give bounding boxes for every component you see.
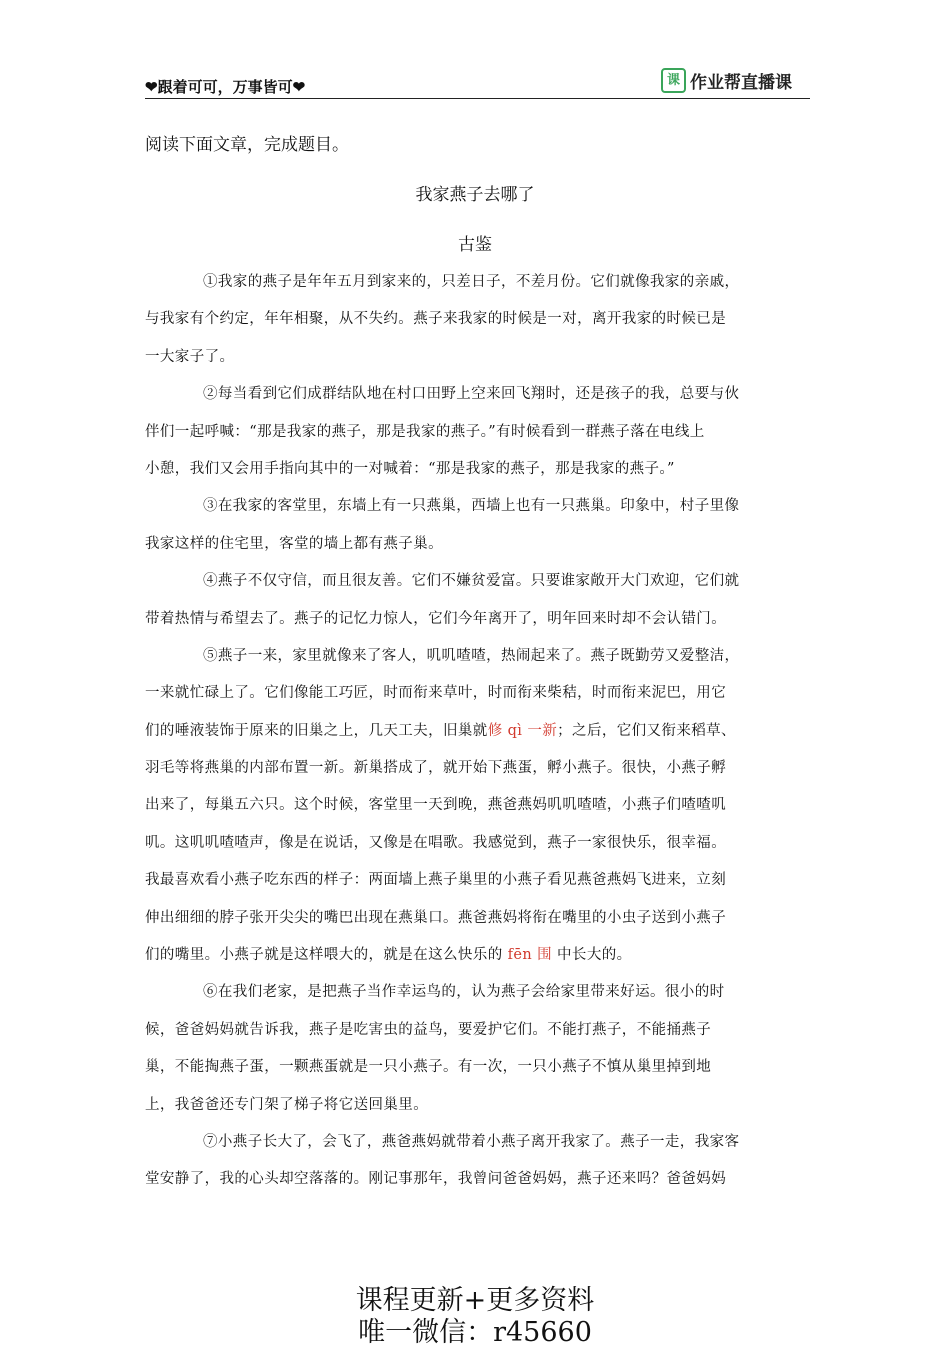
article-line — [145, 601, 810, 638]
article-line — [145, 339, 810, 376]
brand-name: 作业帮直播课 — [690, 73, 792, 93]
article-line — [145, 974, 810, 1011]
text-segment: ②每当看到它们成群结队地在村口田野上空来回飞翔时，还是孩子的我，总要与伙 — [203, 386, 740, 403]
text-segment: 一来就忙碌上了。它们像能工巧匠，时而衔来草叶，时而衔来柴秸，时而衔来泥巴，用它 — [145, 685, 727, 702]
article-body — [145, 264, 810, 1199]
article-line — [145, 301, 810, 338]
article-line — [145, 1161, 810, 1198]
text-segment: 候，爸爸妈妈就告诉我，燕子是吃害虫的益鸟，要爱护它们。不能打燕子，不能捅燕子 — [145, 1021, 712, 1038]
article-line — [145, 937, 810, 974]
pinyin-blank: fēn 围 — [507, 947, 553, 964]
text-segment: 一大家子了。 — [145, 348, 235, 365]
article-line — [145, 825, 810, 862]
article-line — [145, 264, 810, 301]
header-slogan: ❤跟着可可，万事皆可❤ — [145, 78, 306, 96]
instruction-text: 阅读下面文章，完成题目。 — [145, 135, 349, 155]
text-segment: 小憩，我们又会用手指向其中的一对喊着：“那是我家的燕子，那是我家的燕子。” — [145, 460, 675, 477]
text-segment: ①我家的燕子是年年五月到家来的，只差日子，不差月份。它们就像我家的亲戚， — [203, 274, 740, 290]
text-segment: 羽毛等将燕巢的内部布置一新。新巢搭成了，就开始下燕蛋，孵小燕子。很快，小燕子孵 — [145, 760, 727, 777]
page-header — [145, 66, 810, 99]
text-segment: 与我家有个约定，年年相聚，从不失约。燕子来我家的时候是一对，离开我家的时候已是 — [145, 311, 727, 328]
text-segment: ⑦小燕子长大了，会飞了，燕爸燕妈就带着小燕子离开我家了。燕子一走，我家客 — [203, 1133, 740, 1150]
article-line — [145, 488, 810, 525]
text-segment: 伸出细细的脖子张开尖尖的嘴巴出现在燕巢口。燕爸燕妈将衔在嘴里的小虫子送到小燕子 — [145, 909, 727, 926]
article-line — [145, 563, 810, 600]
article-line — [145, 414, 810, 451]
article-title: 我家燕子去哪了 — [415, 185, 535, 205]
article-line — [145, 376, 810, 413]
article-line — [145, 675, 810, 712]
brand-logo-icon: 课 — [661, 68, 686, 93]
article-line — [145, 862, 810, 899]
article-line — [145, 1124, 810, 1161]
text-segment: 上，我爸爸还专门架了梯子将它送回巢里。 — [145, 1096, 429, 1113]
text-segment: ③在我家的客堂里，东墙上有一只燕巢，西墙上也有一只燕巢。印象中，村子里像 — [203, 498, 740, 515]
footer-line-2: 唯一微信：r45660 — [358, 1317, 592, 1348]
text-segment: 带着热情与希望去了。燕子的记忆力惊人，它们今年离开了，明年回来时却不会认错门。 — [145, 610, 727, 627]
text-segment: 叽。这叽叽喳喳声，像是在说话，又像是在唱歌。我感觉到，燕子一家很快乐，很幸福。 — [145, 834, 727, 851]
text-segment: 堂安静了，我的心头却空落落的。刚记事那年，我曾问爸爸妈妈，燕子还来吗？爸爸妈妈 — [145, 1171, 727, 1188]
text-segment: ④燕子不仅守信，而且很友善。它们不嫌贫爱富。只要谁家敞开大门欢迎，它们就 — [203, 573, 740, 590]
pinyin-blank: 修 qì 一新 — [487, 722, 558, 739]
text-segment: 我家这样的住宅里，客堂的墙上都有燕子巢。 — [145, 535, 443, 552]
article-line — [145, 1049, 810, 1086]
text-segment: ⑤燕子一来，家里就像来了客人，叽叽喳喳，热闹起来了。燕子既勤劳又爱整洁， — [203, 647, 740, 664]
text-segment: ；之后，它们又衔来稻草、 — [557, 722, 736, 739]
text-segment: 我最喜欢看小燕子吃东西的样子：两面墙上燕子巢里的小燕子看见燕爸燕妈飞进来，立刻 — [145, 872, 727, 889]
article-line — [145, 713, 810, 750]
text-segment: 中长大的。 — [552, 947, 632, 964]
article-author: 古鉴 — [458, 235, 492, 255]
article-line — [145, 1087, 810, 1124]
footer-line-1: 课程更新+更多资料 — [355, 1285, 595, 1316]
brand-logo-group — [661, 68, 792, 93]
text-segment: 们的嘴里。小燕子就是这样喂大的，就是在这么快乐的 — [145, 947, 508, 964]
text-segment: 们的唾液装饰于原来的旧巢之上，几天工夫，旧巢就 — [145, 722, 488, 739]
article-line — [145, 750, 810, 787]
article-line — [145, 787, 810, 824]
article-line — [145, 526, 810, 563]
text-segment: ⑥在我们老家，是把燕子当作幸运鸟的，认为燕子会给家里带来好运。很小的时 — [203, 984, 725, 1001]
article-line — [145, 451, 810, 488]
text-segment: 伴们一起呼喊：“那是我家的燕子，那是我家的燕子。”有时候看到一群燕子落在电线上 — [145, 423, 705, 440]
article-line — [145, 638, 810, 675]
article-line — [145, 1012, 810, 1049]
text-segment: 巢，不能掏燕子蛋，一颗燕蛋就是一只小燕子。有一次，一只小燕子不慎从巢里掉到地 — [145, 1059, 712, 1076]
text-segment: 出来了，每巢五六只。这个时候，客堂里一天到晚，燕爸燕妈叽叽喳喳，小燕子们喳喳叽 — [145, 797, 727, 814]
article-line — [145, 900, 810, 937]
